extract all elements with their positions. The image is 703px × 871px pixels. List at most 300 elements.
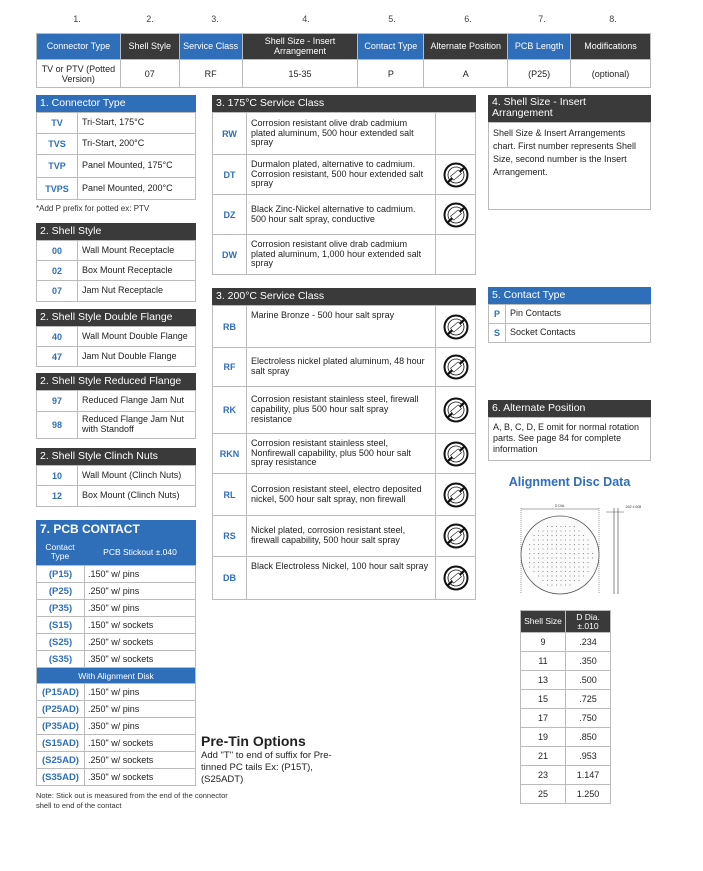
step-number: 5. — [388, 14, 396, 24]
contact-type-section — [488, 287, 651, 343]
disc-hole — [574, 575, 575, 576]
header-shell-size: Shell Size - Insert Arrangement — [242, 34, 358, 60]
disc-hole — [533, 553, 534, 554]
pcb-desc: .250" w/ pins — [85, 583, 196, 600]
disc-hole — [551, 544, 552, 545]
code: TVP — [37, 155, 78, 178]
disc-hole — [551, 580, 552, 581]
disc-hole — [542, 566, 543, 567]
value-pcb-length: (P25) — [508, 60, 571, 88]
shell-size-value: 11 — [521, 652, 566, 671]
disc-hole — [574, 580, 575, 581]
disc-hole — [569, 566, 570, 567]
disc-hole — [542, 544, 543, 545]
disc-hole — [538, 553, 539, 554]
col-pcb-stickout: PCB Stickout ±.040 — [103, 547, 177, 557]
disc-hole — [551, 548, 552, 549]
disc-hole — [538, 535, 539, 536]
desc: Panel Mounted, 200°C — [78, 178, 196, 200]
disc-hole — [529, 562, 530, 563]
desc: Wall Mount Double Flange — [78, 327, 196, 347]
d-dia-value: .750 — [566, 709, 611, 728]
disc-hole — [547, 566, 548, 567]
disc-hole — [587, 553, 588, 554]
shell-size-value: 19 — [521, 728, 566, 747]
disc-hole — [547, 530, 548, 531]
pcb-desc: .150" w/ pins — [85, 566, 196, 583]
disc-hole — [569, 580, 570, 581]
code: 02 — [37, 261, 78, 281]
disc-hole — [583, 553, 584, 554]
pcb-desc: .250" w/ sockets — [85, 634, 196, 651]
pcb-desc: .350" w/ pins — [85, 600, 196, 617]
shell-size-value: 25 — [521, 785, 566, 804]
pcb-desc: .350" w/ pins — [85, 718, 196, 735]
disc-hole — [538, 539, 539, 540]
code: P — [489, 305, 506, 324]
symbol-cell — [436, 474, 476, 516]
disc-hole — [529, 566, 530, 567]
disc-hole — [578, 557, 579, 558]
disc-hole — [547, 557, 548, 558]
rohs-compliance-icon — [443, 202, 469, 228]
symbol-cell — [436, 195, 476, 235]
symbol-cell — [436, 235, 476, 275]
disc-hole — [565, 575, 566, 576]
disc-hole — [569, 539, 570, 540]
disc-hole — [551, 526, 552, 527]
step-number: 6. — [464, 14, 472, 24]
disc-hole — [578, 535, 579, 536]
pcb-code: (S25) — [37, 634, 85, 651]
pcb-desc: .350" w/ sockets — [85, 651, 196, 668]
alternate-position-text: A, B, C, D, E omit for normal rotation parts. See page 84 for complete information — [488, 417, 651, 461]
disc-hole — [542, 575, 543, 576]
disc-hole — [538, 575, 539, 576]
disc-hole — [547, 535, 548, 536]
desc: Black Electroless Nickel, 100 hour salt spray — [247, 557, 436, 600]
disc-hole — [538, 557, 539, 558]
section-title: 1. Connector Type — [36, 95, 196, 112]
disc-hole — [547, 562, 548, 563]
pcb-desc: .250" w/ sockets — [85, 752, 196, 769]
step-number: 1. — [73, 14, 81, 24]
disc-hole — [560, 571, 561, 572]
disc-hole — [556, 539, 557, 540]
disc-hole — [547, 526, 548, 527]
value-shell-style: 07 — [120, 60, 179, 88]
rohs-compliance-icon — [443, 314, 469, 340]
disc-hole — [565, 539, 566, 540]
desc: Nickel plated, corrosion resistant steel, firewall capability, 500 hour salt spray — [247, 516, 436, 557]
alternate-position-section — [488, 400, 651, 461]
desc: Tri-Start, 200°C — [78, 134, 196, 155]
disc-hole — [533, 539, 534, 540]
disc-hole — [556, 580, 557, 581]
disc-hole — [547, 544, 548, 545]
shell-size-section — [488, 95, 651, 210]
disc-hole — [587, 557, 588, 558]
code: 10 — [37, 466, 78, 486]
disc-hole — [574, 571, 575, 572]
disc-hole — [565, 562, 566, 563]
shell-size-value: 17 — [521, 709, 566, 728]
pcb-column-headers — [36, 539, 196, 565]
disc-hole — [547, 575, 548, 576]
disc-hole — [574, 557, 575, 558]
disc-hole — [569, 584, 570, 585]
desc: Pin Contacts — [506, 305, 651, 324]
shell-size-value: 9 — [521, 633, 566, 652]
desc: Wall Mount (Clinch Nuts) — [78, 466, 196, 486]
disc-hole — [569, 544, 570, 545]
disc-hole — [542, 548, 543, 549]
shell-size-value: 23 — [521, 766, 566, 785]
pcb-code: (S15) — [37, 617, 85, 634]
disc-hole — [578, 571, 579, 572]
desc: Corrosion resistant olive drab cadmium plated aluminum, 1,000 hour extended salt spray — [247, 235, 436, 275]
disc-hole — [542, 539, 543, 540]
d-dia-value: .500 — [566, 671, 611, 690]
disc-hole — [551, 575, 552, 576]
disc-hole — [547, 584, 548, 585]
step-number: 7. — [538, 14, 546, 24]
d-dia-value: .725 — [566, 690, 611, 709]
disc-hole — [587, 571, 588, 572]
disc-hole — [569, 548, 570, 549]
section-title: 2. Shell Style Clinch Nuts — [36, 448, 196, 465]
disc-hole — [556, 544, 557, 545]
code: 12 — [37, 486, 78, 507]
alignment-disc-drawing — [512, 500, 642, 600]
desc: Black Zinc-Nickel alternative to cadmium. 500 hour salt spray, conductive — [247, 195, 436, 235]
symbol-cell — [436, 557, 476, 600]
step-number: 3. — [211, 14, 219, 24]
value-shell-size: 15-35 — [242, 60, 358, 88]
disc-hole — [574, 530, 575, 531]
disc-hole — [533, 571, 534, 572]
disc-hole — [556, 584, 557, 585]
shell-size-text: Shell Size & Insert Arrangements chart. First number represents Shell Size, second number is the Insert Arrangement. — [488, 122, 651, 210]
pcb-desc: .350" w/ sockets — [85, 769, 196, 786]
desc: Jam Nut Receptacle — [78, 281, 196, 302]
code: RB — [213, 306, 247, 348]
disc-hole — [538, 571, 539, 572]
pretin-block — [201, 733, 351, 786]
pretin-title: Pre-Tin Options — [201, 733, 306, 749]
disc-hole — [556, 575, 557, 576]
connector-type-section — [36, 95, 196, 213]
disc-hole — [560, 535, 561, 536]
section-title: 7. PCB CONTACT — [36, 520, 196, 539]
rohs-compliance-icon — [443, 162, 469, 188]
d-dia-value: 1.250 — [566, 785, 611, 804]
disc-hole — [592, 553, 593, 554]
value-modifications: (optional) — [571, 60, 651, 88]
d-dia-value: .350 — [566, 652, 611, 671]
shell-clinch-nuts-section — [36, 448, 196, 507]
section-title: 5. Contact Type — [488, 287, 651, 304]
disc-hole — [565, 584, 566, 585]
disc-hole — [533, 566, 534, 567]
disc-hole — [569, 575, 570, 576]
symbol-cell — [436, 113, 476, 155]
disc-hole — [583, 535, 584, 536]
symbol-cell — [436, 306, 476, 348]
value-connector-type: TV or PTV (Potted Version) — [37, 60, 121, 88]
section-title: 2. Shell Style Double Flange — [36, 309, 196, 326]
disc-hole — [551, 535, 552, 536]
header-shell-style: Shell Style — [120, 34, 179, 60]
disc-hole — [560, 580, 561, 581]
disc-hole — [551, 553, 552, 554]
pcb-code: (P25AD) — [37, 701, 85, 718]
disc-hole — [565, 557, 566, 558]
rohs-compliance-icon — [443, 397, 469, 423]
step-number: 8. — [609, 14, 617, 24]
disc-hole — [533, 557, 534, 558]
disc-hole — [538, 562, 539, 563]
rohs-compliance-icon — [443, 482, 469, 508]
disc-hole — [542, 535, 543, 536]
disc-hole — [556, 530, 557, 531]
col-d-dia: D Dia. ±.010 — [566, 611, 611, 633]
disc-hole — [560, 562, 561, 563]
disc-hole — [565, 553, 566, 554]
section-title: 6. Alternate Position — [488, 400, 651, 417]
disc-hole — [529, 553, 530, 554]
header-modifications: Modifications — [571, 34, 651, 60]
disc-hole — [538, 530, 539, 531]
shell-reduced-flange-section — [36, 373, 196, 439]
disc-hole — [547, 571, 548, 572]
disc-hole — [592, 557, 593, 558]
desc: Jam Nut Double Flange — [78, 347, 196, 367]
code: S — [489, 324, 506, 343]
disc-hole — [574, 539, 575, 540]
disc-hole — [583, 575, 584, 576]
disc-hole — [578, 530, 579, 531]
d-dia-value: .234 — [566, 633, 611, 652]
desc: Tri-Start, 175°C — [78, 113, 196, 134]
disc-hole — [587, 539, 588, 540]
disc-hole — [574, 562, 575, 563]
disc-hole — [547, 548, 548, 549]
header-pcb-length: PCB Length — [508, 34, 571, 60]
disc-hole — [542, 530, 543, 531]
disc-hole — [551, 566, 552, 567]
disc-hole — [560, 544, 561, 545]
symbol-cell — [436, 348, 476, 387]
desc: Reduced Flange Jam Nut with Standoff — [78, 412, 196, 439]
disc-hole — [574, 526, 575, 527]
disc-hole — [583, 571, 584, 572]
disc-hole — [574, 548, 575, 549]
rohs-compliance-icon — [443, 354, 469, 380]
disc-hole — [578, 580, 579, 581]
col-contact-type: Contact Type — [45, 542, 75, 561]
disc-hole — [538, 566, 539, 567]
desc: Durmalon plated, alternative to cadmium. Corrosion resistant, 500 hour extended salt spray — [247, 155, 436, 195]
shell-style-section — [36, 223, 196, 302]
disc-hole — [529, 548, 530, 549]
disc-hole — [533, 548, 534, 549]
disc-hole — [565, 526, 566, 527]
disc-hole — [533, 544, 534, 545]
disc-hole — [578, 562, 579, 563]
code: DT — [213, 155, 247, 195]
shell-size-value: 13 — [521, 671, 566, 690]
disc-hole — [583, 544, 584, 545]
disc-hole — [556, 566, 557, 567]
disc-hole — [560, 539, 561, 540]
potted-note: *Add P prefix for potted ex: PTV — [36, 204, 150, 213]
shell-size-value: 21 — [521, 747, 566, 766]
disc-hole — [569, 530, 570, 531]
pcb-code: (S25AD) — [37, 752, 85, 769]
disc-hole — [542, 580, 543, 581]
disc-hole — [560, 530, 561, 531]
disc-hole — [583, 539, 584, 540]
disc-hole — [560, 584, 561, 585]
disc-hole — [551, 562, 552, 563]
alignment-disk-subheader: With Alignment Disk — [37, 668, 196, 684]
disc-hole — [569, 557, 570, 558]
code: 07 — [37, 281, 78, 302]
pcb-code: (P35AD) — [37, 718, 85, 735]
code: 47 — [37, 347, 78, 367]
pcb-desc: .150" w/ sockets — [85, 735, 196, 752]
disc-hole — [547, 580, 548, 581]
disc-hole — [569, 571, 570, 572]
pcb-code: (P15AD) — [37, 684, 85, 701]
d-dia-value: .850 — [566, 728, 611, 747]
code: TVPS — [37, 178, 78, 200]
disc-hole — [565, 535, 566, 536]
disc-hole — [529, 557, 530, 558]
shell-double-flange-section — [36, 309, 196, 367]
symbol-cell — [436, 155, 476, 195]
disc-hole — [574, 535, 575, 536]
desc: Marine Bronze - 500 hour salt spray — [247, 306, 436, 348]
code: DZ — [213, 195, 247, 235]
disc-hole — [547, 539, 548, 540]
step-number: 2. — [146, 14, 154, 24]
code: RF — [213, 348, 247, 387]
col-shell-size: Shell Size — [521, 611, 566, 633]
code: 40 — [37, 327, 78, 347]
pcb-desc: .250" w/ pins — [85, 701, 196, 718]
symbol-cell — [436, 516, 476, 557]
code: 97 — [37, 391, 78, 412]
rohs-compliance-icon — [443, 565, 469, 591]
disc-hole — [533, 535, 534, 536]
disc-hole — [551, 557, 552, 558]
disc-hole — [569, 553, 570, 554]
pcb-code: (P15) — [37, 566, 85, 583]
disc-hole — [551, 584, 552, 585]
desc: Corrosion resistant steel, electro deposited nickel, 500 hour salt spray, non firewall — [247, 474, 436, 516]
code: TVS — [37, 134, 78, 155]
pcb-code: (P25) — [37, 583, 85, 600]
value-alternate-position: A — [424, 60, 508, 88]
disc-hole — [538, 548, 539, 549]
rohs-compliance-icon — [443, 523, 469, 549]
desc: Corrosion resistant olive drab cadmium plated aluminum, 500 hour extended salt spray — [247, 113, 436, 155]
desc: Electroless nickel plated aluminum, 48 hour salt spray — [247, 348, 436, 387]
pcb-code: (S35) — [37, 651, 85, 668]
code: RKN — [213, 434, 247, 474]
disc-hole — [583, 557, 584, 558]
section-title: 2. Shell Style Reduced Flange — [36, 373, 196, 390]
step-number: 4. — [302, 14, 310, 24]
disc-hole — [569, 562, 570, 563]
pcb-code: (S35AD) — [37, 769, 85, 786]
disc-hole — [551, 530, 552, 531]
symbol-cell — [436, 434, 476, 474]
disc-hole — [583, 566, 584, 567]
disc-hole — [551, 539, 552, 540]
section-title: 2. Shell Style — [36, 223, 196, 240]
disc-hole — [569, 535, 570, 536]
desc: Reduced Flange Jam Nut — [78, 391, 196, 412]
code: RK — [213, 387, 247, 434]
service-class-200-section — [212, 288, 476, 600]
disc-hole — [565, 530, 566, 531]
code: 00 — [37, 241, 78, 261]
disc-hole — [583, 562, 584, 563]
section-title: 4. Shell Size - Insert Arrangement — [488, 95, 651, 122]
disc-hole — [565, 566, 566, 567]
disc-hole — [560, 526, 561, 527]
disc-hole — [556, 557, 557, 558]
disc-hole — [587, 548, 588, 549]
desc: Corrosion resistant stainless steel, firewall capability, plus 500 hour salt spray resistance — [247, 387, 436, 434]
disc-hole — [556, 562, 557, 563]
disc-hole — [538, 544, 539, 545]
disc-hole — [578, 548, 579, 549]
disc-hole — [533, 562, 534, 563]
rohs-compliance-icon — [443, 441, 469, 467]
desc: Box Mount (Clinch Nuts) — [78, 486, 196, 507]
section-title: 3. 175°C Service Class — [212, 95, 476, 112]
disc-hole — [565, 548, 566, 549]
disc-hole — [560, 575, 561, 576]
stickout-note: Note: Stick out is measured from the end of the connector shell to end of the contact — [36, 791, 228, 810]
disc-hole — [565, 580, 566, 581]
disc-hole — [542, 553, 543, 554]
disc-hole — [556, 535, 557, 536]
pcb-desc: .150" w/ pins — [85, 684, 196, 701]
disc-hole — [542, 557, 543, 558]
disc-hole — [560, 557, 561, 558]
code: RS — [213, 516, 247, 557]
disc-hole — [551, 571, 552, 572]
d-dia-value: .953 — [566, 747, 611, 766]
disc-hole — [556, 571, 557, 572]
disc-hole — [578, 539, 579, 540]
code: 98 — [37, 412, 78, 439]
disc-hole — [560, 566, 561, 567]
code: DB — [213, 557, 247, 600]
disc-hole — [574, 553, 575, 554]
disc-outline — [521, 516, 599, 594]
value-service-class: RF — [179, 60, 242, 88]
desc: Corrosion resistant stainless steel, Nonfirewall capability, plus 500 hour salt spray resistance — [247, 434, 436, 474]
header-connector-type: Connector Type — [37, 34, 121, 60]
disc-hole — [574, 566, 575, 567]
service-class-175-section — [212, 95, 476, 275]
